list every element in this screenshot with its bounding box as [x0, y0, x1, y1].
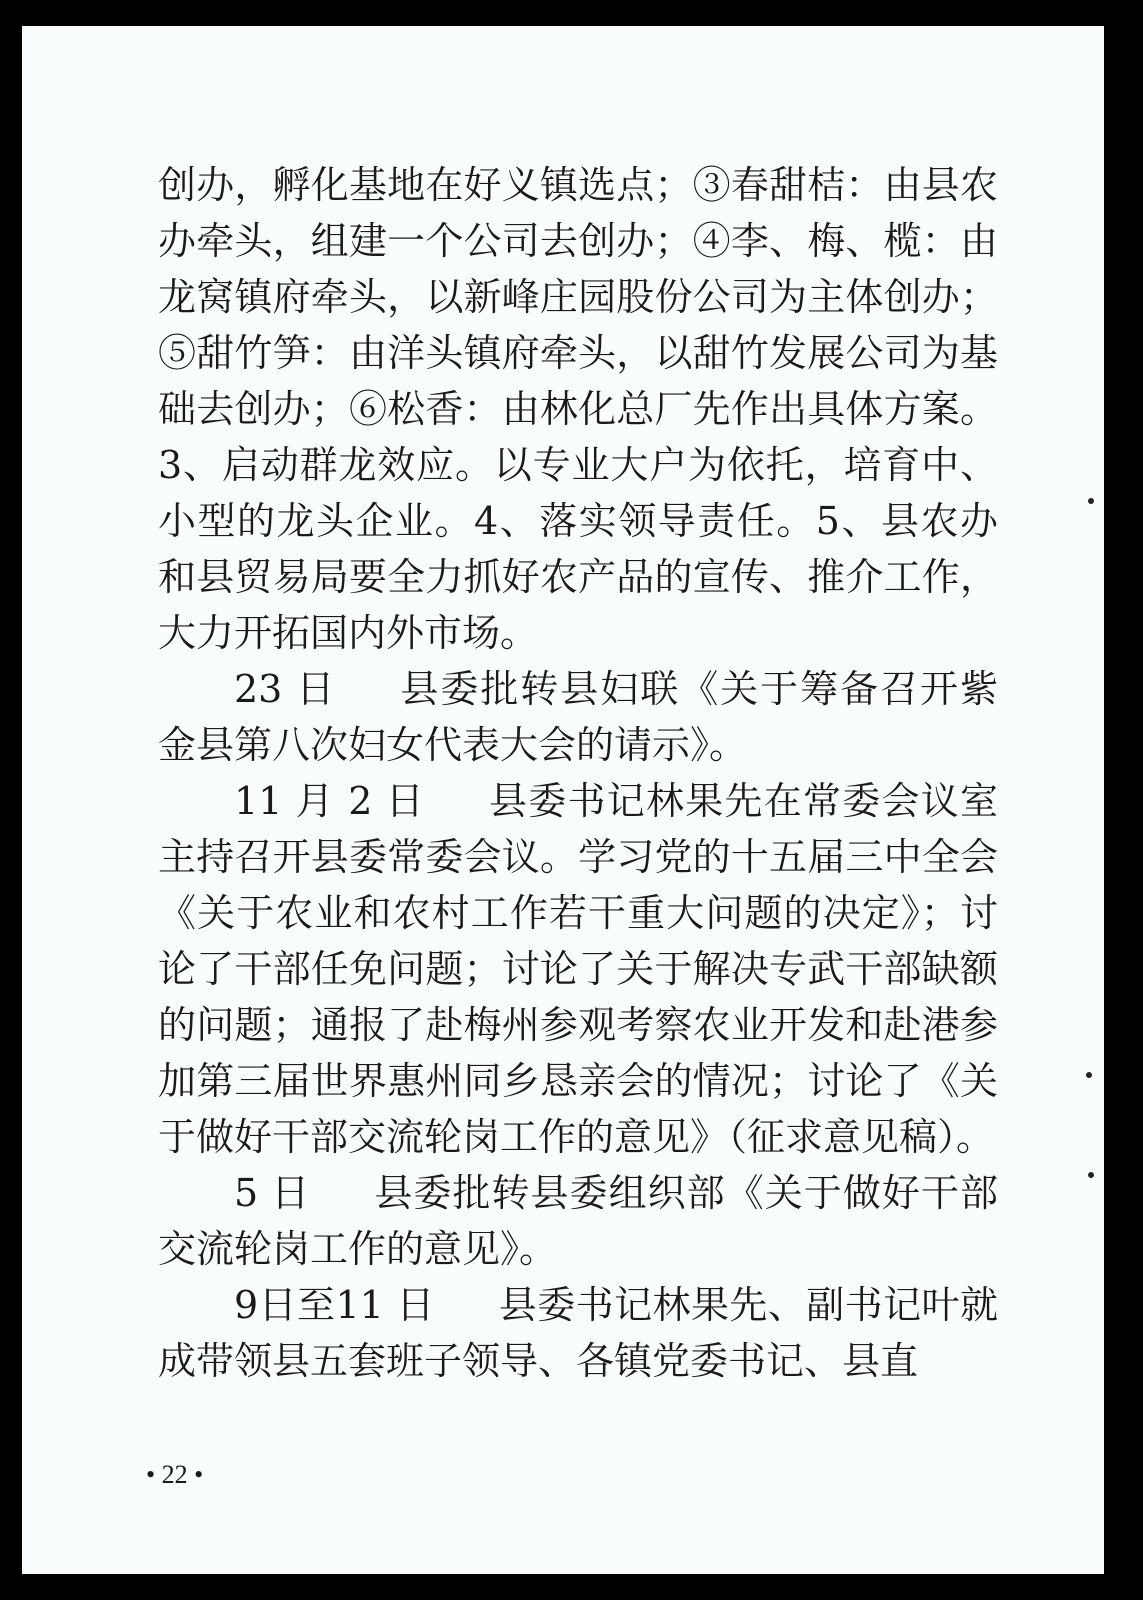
entry-text: 县委批转县委组织部《关于做好干部交流轮岗工作的意见》。 — [158, 1171, 998, 1271]
paragraph-entry — [158, 1277, 998, 1389]
paragraph-entry — [158, 1165, 998, 1277]
paragraph-continuation — [158, 157, 998, 661]
entry-text: 县委批转县妇联《关于筹备召开紫金县第八次妇女代表大会的请示》。 — [158, 667, 998, 767]
binding-hole-mark — [1088, 1172, 1094, 1178]
paragraph-entry — [158, 773, 998, 1165]
entry-date: 23 日 — [234, 667, 337, 711]
document-page — [22, 26, 1104, 1574]
entry-text: 县委书记林果先、副书记叶就成带领县五套班子领导、各镇党委书记、县直 — [158, 1283, 998, 1383]
body-text — [158, 157, 998, 1389]
binding-hole-mark — [1088, 498, 1094, 504]
page-number: • 22 • — [146, 1460, 204, 1489]
entry-date: 9日至11 日 — [234, 1283, 435, 1327]
paragraph-text: 创办，孵化基地在好义镇选点；③春甜桔：由县农办牵头，组建一个公司去创办；④李、梅、榄：由龙窝镇府牵头，以新峰庄园股份公司为主体创办；⑤甜竹笋：由洋头镇府牵头，以甜竹发展公司为基础去创办；⑥松香：由林化总厂先作出具体方案。3、启动群龙效应。以专业大户为依托，培育中、小型的龙头企业。4、落实领导责任。5、县农办和县贸易局要全力抓好农产品的宣传、推介工作，大力开拓国内外市场。 — [158, 163, 998, 655]
binding-hole-mark — [1086, 1072, 1092, 1078]
entry-date: 11 月 2 日 — [234, 779, 426, 823]
entry-text: 县委书记林果先在常委会议室主持召开县委常委会议。学习党的十五届三中全会《关于农业和农村工作若干重大问题的决定》；讨论了干部任免问题；讨论了关于解决专武干部缺额的问题；通报了赴梅州参观考察农业开发和赴港参加第三届世界惠州同乡恳亲会的情况；讨论了《关于做好干部交流轮岗工作的意见》（征求意见稿）。 — [158, 779, 998, 1159]
paragraph-entry — [158, 661, 998, 773]
entry-date: 5 日 — [234, 1171, 311, 1215]
